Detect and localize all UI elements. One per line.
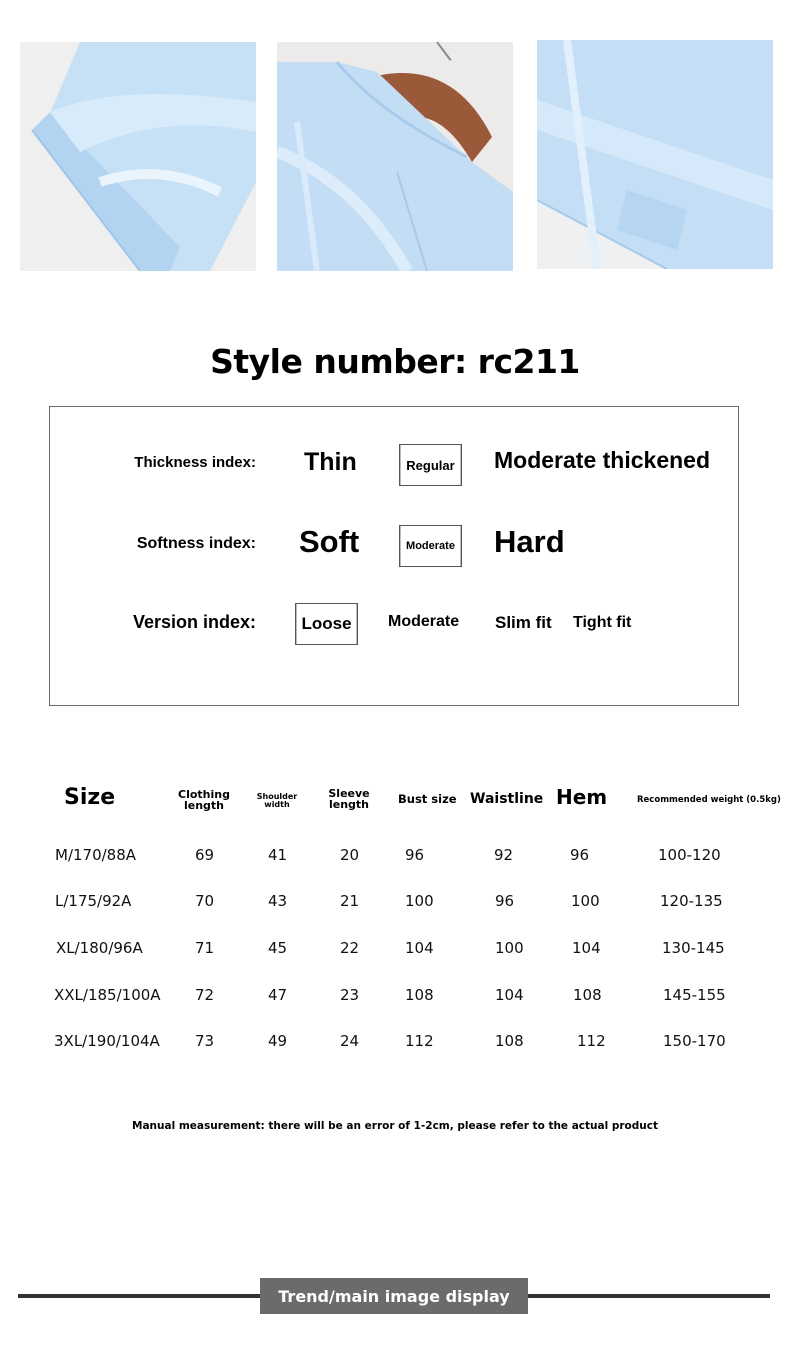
section-divider-label: Trend/main image display <box>278 1286 510 1306</box>
col-header-bust-size: Bust size <box>398 792 457 806</box>
col-header-clothing-length <box>174 789 234 811</box>
cell-hem: 112 <box>577 1032 606 1050</box>
cell-clothing-length: 69 <box>195 846 215 864</box>
cell-hem: 96 <box>570 846 590 864</box>
col-header-sleeve-length <box>324 788 374 810</box>
cell-clothing-length: 72 <box>195 986 215 1004</box>
version-option-slim-fit: Slim fit <box>495 613 552 632</box>
cell-clothing-length: 70 <box>195 892 215 910</box>
cell-sleeve-length: 23 <box>340 986 360 1004</box>
cell-recommended-weight: 120-135 <box>660 892 723 910</box>
cell-bust-size: 104 <box>405 939 434 957</box>
thickness-selected-label: Regular <box>406 457 455 473</box>
cell-size: 3XL/190/104A <box>54 1032 160 1050</box>
cell-bust-size: 100 <box>405 892 434 910</box>
thickness-option-moderate-thickened: Moderate thickened <box>494 447 710 473</box>
softness-selected-label: Moderate <box>406 540 455 552</box>
product-photo-hem <box>537 40 773 269</box>
version-selected-label: Loose <box>301 614 352 633</box>
cell-clothing-length: 73 <box>195 1032 215 1050</box>
hem-photo-illustration <box>537 40 773 269</box>
cell-hem: 108 <box>573 986 602 1004</box>
cell-shoulder-width: 41 <box>268 846 288 864</box>
cell-hem: 104 <box>572 939 601 957</box>
col-header-sleeve-length-line2: length <box>328 798 370 811</box>
softness-option-soft: Soft <box>299 524 360 559</box>
cell-recommended-weight: 130-145 <box>662 939 725 957</box>
cell-clothing-length: 71 <box>195 939 215 957</box>
softness-option-moderate-selected <box>399 525 462 567</box>
col-header-waistline: Waistline <box>470 791 544 807</box>
cell-shoulder-width: 45 <box>268 939 288 957</box>
cell-sleeve-length: 21 <box>340 892 360 910</box>
cell-sleeve-length: 22 <box>340 939 360 957</box>
cell-bust-size: 96 <box>405 846 425 864</box>
cell-shoulder-width: 47 <box>268 986 288 1004</box>
section-divider-badge <box>260 1278 528 1314</box>
version-option-tight-fit: Tight fit <box>573 614 632 631</box>
cell-recommended-weight: 145-155 <box>663 986 726 1004</box>
version-option-moderate: Moderate <box>388 613 460 630</box>
cell-size: XL/180/96A <box>56 939 143 957</box>
divider-line-right <box>526 1294 770 1298</box>
thickness-option-thin: Thin <box>304 448 357 476</box>
cell-hem: 100 <box>571 892 600 910</box>
cell-shoulder-width: 43 <box>268 892 288 910</box>
version-index-label: Version index: <box>132 612 256 632</box>
cell-shoulder-width: 49 <box>268 1032 288 1050</box>
cell-size: M/170/88A <box>55 846 137 864</box>
col-header-sleeve-length-line1: Sleeve <box>328 787 370 800</box>
product-photo-sleeve <box>20 42 256 271</box>
thickness-option-regular-selected <box>399 444 462 486</box>
cell-recommended-weight: 150-170 <box>663 1032 726 1050</box>
cell-sleeve-length: 24 <box>340 1032 360 1050</box>
cell-waistline: 108 <box>495 1032 524 1050</box>
collar-photo-illustration <box>277 42 513 271</box>
softness-index-label: Softness index: <box>136 535 256 552</box>
cell-waistline: 92 <box>494 846 514 864</box>
softness-option-hard: Hard <box>494 524 565 559</box>
col-header-clothing-length-line2: length <box>183 799 225 812</box>
cell-size: XXL/185/100A <box>54 986 161 1004</box>
cell-waistline: 100 <box>495 939 524 957</box>
cell-sleeve-length: 20 <box>340 846 360 864</box>
col-header-recommended-weight: Recommended weight (0.5kg) <box>637 795 781 805</box>
measurement-note: Manual measurement: there will be an error of 1-2cm, please refer to the actual product <box>132 1120 658 1132</box>
thickness-index-label: Thickness index: <box>134 454 256 471</box>
cell-waistline: 96 <box>495 892 515 910</box>
cell-waistline: 104 <box>495 986 524 1004</box>
cell-bust-size: 108 <box>405 986 434 1004</box>
sleeve-photo-illustration <box>20 42 256 271</box>
divider-line-left <box>18 1294 262 1298</box>
style-number-title: Style number: rc211 <box>210 342 580 381</box>
col-header-shoulder-width-line2: width <box>264 800 290 809</box>
version-option-loose-selected <box>295 603 358 645</box>
cell-size: L/175/92A <box>55 892 132 910</box>
product-photo-collar <box>277 42 513 271</box>
cell-recommended-weight: 100-120 <box>658 846 721 864</box>
col-header-hem: Hem <box>556 785 608 809</box>
col-header-shoulder-width-line1: Shoulder <box>256 792 298 801</box>
cell-bust-size: 112 <box>405 1032 434 1050</box>
col-header-shoulder-width <box>252 793 302 809</box>
col-header-size: Size <box>64 785 116 810</box>
col-header-clothing-length-line1: Clothing <box>178 788 230 801</box>
